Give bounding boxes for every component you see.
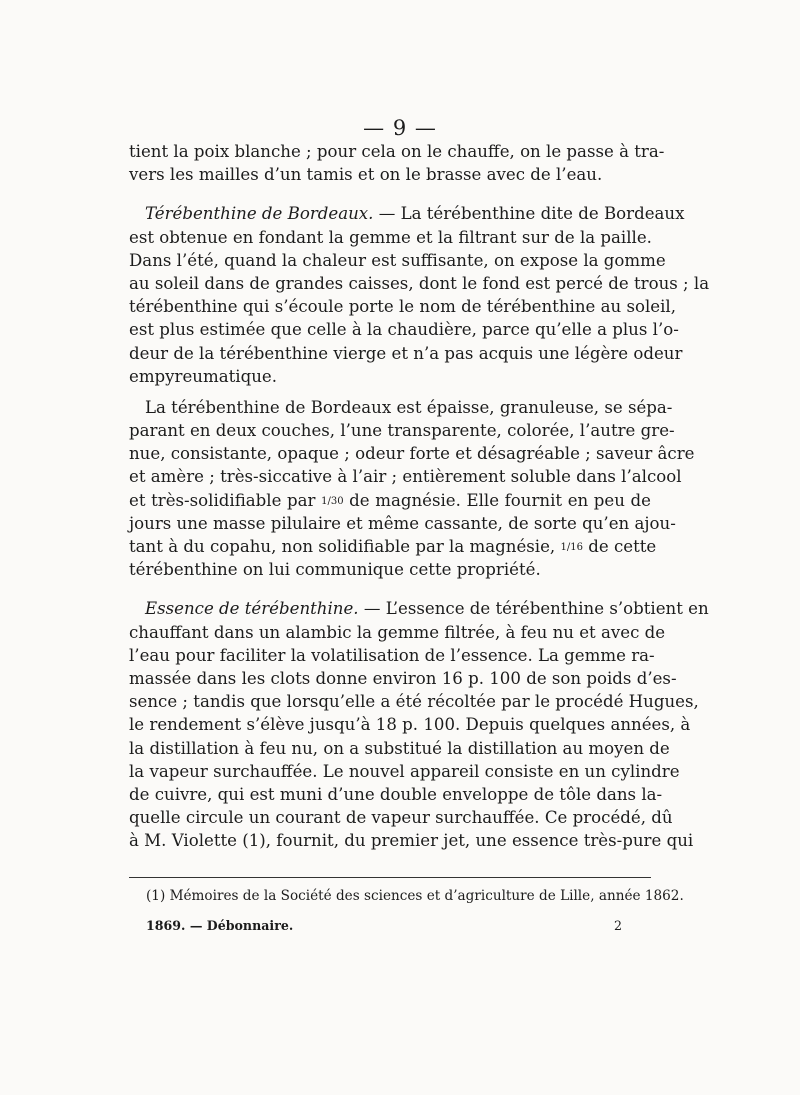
text-line: sence ; tandis que lorsqu’elle a été récoltée par le procédé Hugues,: [129, 692, 699, 712]
text-line: la distillation à feu nu, on a substitué la distillation au moyen de: [129, 738, 670, 758]
text-fragment: de cette: [582, 537, 657, 556]
text-line: chauffant dans un alambic la gemme filtrée, à feu nu et avec de: [129, 622, 666, 642]
text-line-with-fraction: [129, 535, 657, 558]
text-line: nue, consistante, opaque ; odeur forte et désagréable ; saveur âcre: [129, 444, 695, 464]
footnote: (1) Mémoires de la Société des sciences et d’agriculture de Lille, année 1862.: [146, 888, 684, 904]
text-line: La térébenthine de Bordeaux est épaisse, granuleuse, se sépa-: [145, 397, 673, 417]
text-line: l’eau pour faciliter la volatilisation de l’essence. La gemme ra-: [129, 645, 655, 665]
text-line: est plus estimée que celle à la chaudière, parce qu’elle a plus l’o-: [129, 320, 679, 340]
section-heading-line: [129, 202, 685, 225]
text-line: deur de la térébenthine vierge et n’a pas acquis une légère odeur: [129, 343, 683, 363]
text-line: parant en deux couches, l’une transparente, colorée, l’autre gre-: [129, 421, 675, 441]
text-line-with-fraction: [129, 489, 651, 512]
text-line: la vapeur surchauffée. Le nouvel appareil consiste en un cylindre: [129, 761, 680, 781]
text-line: vers les mailles d’un tamis et on le brasse avec de l’eau.: [129, 165, 603, 185]
section-heading-bordeaux: Térébenthine de Bordeaux.: [145, 204, 374, 224]
text-line: massée dans les clots donne environ 16 p. 100 de son poids d’es-: [129, 668, 677, 688]
text-fragment: — La térébenthine dite de Bordeaux: [373, 204, 685, 224]
text-line: térébenthine on lui communique cette propriété.: [129, 560, 541, 580]
page-number: — 9 —: [363, 116, 437, 140]
text-line: à M. Violette (1), fournit, du premier jet, une essence très-pure qui: [129, 831, 694, 851]
sheet-number: 2: [613, 918, 622, 933]
section-heading-essence: Essence de térébenthine.: [145, 599, 359, 619]
text-fragment: — L’essence de térébenthine s’obtient en: [358, 599, 709, 619]
fraction: 1/16: [560, 542, 583, 553]
text-line: de cuivre, qui est muni d’une double enveloppe de tôle dans la-: [129, 784, 663, 804]
body-text: [129, 140, 710, 852]
text-fragment: et très-solidifiable par: [129, 490, 316, 510]
text-line: jours une masse pilulaire et même cassante, de sorte qu’en ajou-: [129, 513, 676, 533]
text-fragment: tant à du copahu, non solidifiable par la magnésie,: [129, 537, 556, 556]
text-line: quelle circule un courant de vapeur surchauffée. Ce procédé, dû: [129, 808, 673, 828]
text-line: et amère ; très-siccative à l’air ; entièrement soluble dans l’alcool: [129, 467, 682, 487]
footer-signature: 1869. — Débonnaire.: [146, 918, 294, 933]
text-fragment: de magnésie. Elle fournit en peu de: [343, 490, 651, 510]
text-line: empyreumatique.: [129, 366, 277, 386]
text-line: tient la poix blanche ; pour cela on le chauffe, on le passe à tra-: [129, 142, 665, 161]
text-line: térébenthine qui s’écoule porte le nom de térébenthine au soleil,: [129, 297, 676, 317]
section-heading-line: [129, 597, 709, 620]
text-line: Dans l’été, quand la chaleur est suffisante, on expose la gomme: [129, 250, 666, 270]
text-line: est obtenue en fondant la gemme et la filtrant sur de la paille.: [129, 227, 652, 247]
fraction: 1/30: [321, 495, 344, 507]
footnote-rule: [129, 877, 651, 878]
text-line: le rendement s’élève jusqu’à 18 p. 100. Depuis quelques années, à: [129, 715, 691, 735]
text-line: au soleil dans de grandes caisses, dont le fond est percé de trous ; la: [129, 273, 710, 293]
